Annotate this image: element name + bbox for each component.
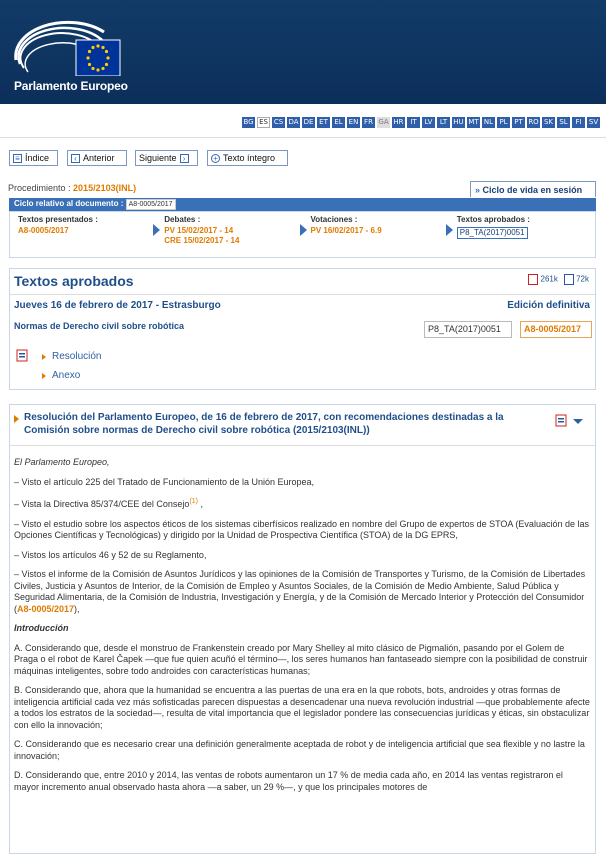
recital-a: A. Considerando que, desde el monstruo de Frankenstein creado por Mary Shelley al mito clásico de Pigmalión, pasando por el Golem de Praga o el robot de Karel Čapek —que fue quien acuñó el término—, los seres humanos han fantaseado siempre con la posibilidad de construir máquinas inteligentes, sobre todo androides con características humanas; (14, 642, 588, 676)
language-it[interactable]: IT (407, 117, 420, 128)
citation-5-end: ), (74, 603, 80, 614)
topic-title: Normas de Derecho civil sobre robótica (14, 321, 185, 331)
procedure-line (8, 183, 136, 193)
site-header (0, 0, 606, 104)
cycle-steps (9, 211, 596, 258)
step-title: Textos presentados : (18, 215, 98, 224)
language-es: ES (257, 117, 270, 128)
previous-button[interactable] (67, 150, 127, 166)
language-selector (200, 117, 600, 128)
plus-icon: + (211, 154, 220, 163)
intro: El Parlamento Europeo, (14, 457, 110, 467)
language-da[interactable]: DA (288, 118, 299, 126)
adopted-texts-panel (9, 268, 596, 390)
language-el[interactable]: EL (332, 117, 345, 128)
session-lifecycle-label: Ciclo de vida en sesión (482, 185, 583, 195)
cycle-bar (9, 198, 596, 211)
parliament-logo-icon[interactable] (14, 20, 122, 76)
report-reference[interactable]: A8-0005/2017 (520, 321, 592, 338)
language-en[interactable]: EN (348, 118, 359, 126)
language-ga: GA (378, 118, 389, 126)
document-icon[interactable] (16, 349, 30, 362)
pdf-download[interactable] (528, 274, 558, 285)
language-hr[interactable]: HR (393, 118, 404, 126)
index-button[interactable] (9, 150, 58, 166)
language-fi[interactable]: FI (572, 117, 585, 128)
procedure-label: Procedimiento : (8, 183, 71, 193)
panel-divider (10, 294, 595, 295)
full-text-button[interactable] (207, 150, 288, 166)
step-value-2[interactable]: CRE 15/02/2017 - 14 (164, 236, 240, 245)
document-icon[interactable] (555, 414, 569, 427)
next-button[interactable] (135, 150, 198, 166)
resolution-section (9, 404, 596, 854)
step-adopted (449, 212, 595, 257)
language-sl[interactable]: SL (557, 117, 570, 128)
pdf-icon (528, 274, 538, 285)
recital-c: C. Considerando que es necesario crear una definición generalmente aceptada de robot y de inteligencia artificial que sea flexible y no lastre la innovación; (14, 739, 585, 761)
language-hu[interactable]: HU (453, 118, 464, 126)
chevron-left-icon: ‹ (71, 154, 80, 163)
double-arrow-icon: » (475, 185, 481, 195)
step-title: Textos aprobados : (456, 215, 530, 224)
full-text-label: Texto íntegro (223, 153, 276, 163)
citation-3: – Visto el estudio sobre los aspectos éticos de los sistemas ciberfísicos realizado en nombre del Grupo de expertos de STOA (Evaluación de las Opciones Científicas y Tecnológicas) y dirigido por la Unidad de Prospectiva Científica (STOA) de la DG EPRS, (14, 518, 589, 540)
list-icon: ≡ (13, 154, 22, 163)
previous-label: Anterior (83, 153, 115, 163)
language-lv[interactable]: LV (422, 117, 435, 128)
recital-d: D. Considerando que, entre 2010 y 2014, las ventas de robots aumentaron un 17 % de media cada año, en 2014 las ventas registraron el mayor incremento anual observado hasta ahora —a saber, un 29 %—, y que los principales motores de (14, 770, 563, 792)
arrow-right-icon (14, 415, 19, 423)
resolution-body (14, 457, 590, 801)
procedure-value[interactable]: 2015/2103(INL) (73, 183, 137, 193)
language-cs[interactable]: CS (273, 118, 284, 126)
header-divider (0, 137, 606, 138)
recital-b: B. Considerando que, ahora que la humanidad se encuentra a las puertas de una era en la que robots, bots, androides y otras formas de inteligencia artificial cada vez más sofisticadas parecen dispuestas a desencadenar una nueva revolución industrial —que probablemente afecte a todos los estratos de la sociedad—, resulta de vital importancia que el legislador pondere las consecuencias jurídicas y éticas, sin obstaculizar con ello la innovación; (14, 685, 590, 730)
index-label: Índice (25, 153, 50, 163)
step-votes (303, 212, 449, 257)
citation-2-text: – Vista la Directiva 85/374/CEE del Consejo (14, 499, 190, 509)
citation-4: – Vistos los artículos 46 y 52 de su Reglamento, (14, 549, 207, 560)
annex-link-label: Anexo (52, 370, 81, 381)
panel-title: Textos aprobados (14, 273, 134, 289)
language-bg[interactable]: BG (243, 118, 254, 126)
step-arrow-icon (300, 224, 307, 236)
language-sv[interactable]: SV (588, 118, 599, 126)
language-ro[interactable]: RO (528, 118, 539, 126)
arrow-right-icon (42, 373, 46, 379)
next-label: Siguiente (139, 153, 177, 163)
language-de[interactable]: DE (303, 118, 314, 126)
step-debates (156, 212, 302, 257)
resolution-title (14, 411, 534, 437)
resolution-link[interactable] (42, 351, 101, 362)
step-value[interactable]: A8-0005/2017 (18, 226, 69, 235)
step-presented (10, 212, 156, 257)
language-sk[interactable]: SK (543, 118, 554, 126)
resolution-divider (10, 445, 595, 446)
ta-reference: P8_TA(2017)0051 (424, 321, 512, 338)
language-pt[interactable]: PT (512, 117, 525, 128)
brand-name[interactable]: Parlamento Europeo (14, 79, 128, 93)
word-icon (564, 274, 574, 285)
pdf-size: 261k (540, 274, 558, 284)
language-lt[interactable]: LT (437, 117, 450, 128)
arrow-right-icon (42, 354, 46, 360)
language-mt[interactable]: MT (468, 118, 479, 126)
step-title: Debates : (164, 215, 201, 224)
language-et[interactable]: ET (317, 117, 330, 128)
step-value[interactable]: PV 16/02/2017 - 6.9 (310, 226, 382, 235)
step-value[interactable]: PV 15/02/2017 - 14 (164, 226, 234, 235)
step-arrow-icon (153, 224, 160, 236)
footnote-link[interactable]: (1) (189, 498, 198, 505)
language-pl[interactable]: PL (497, 117, 510, 128)
resolution-link-label: Resolución (52, 351, 102, 362)
dropdown-arrow-icon[interactable] (573, 419, 583, 424)
chevron-right-icon: › (180, 154, 189, 163)
step-arrow-icon (446, 224, 453, 236)
citation-2 (14, 496, 590, 511)
session-date: Jueves 16 de febrero de 2017 - Estrasburgo (14, 300, 221, 311)
language-fr[interactable]: FR (362, 117, 375, 128)
report-link[interactable]: A8-0005/2017 (17, 603, 75, 614)
annex-link[interactable] (42, 370, 80, 381)
doc-download[interactable] (564, 274, 589, 285)
citation-1: – Visto el artículo 225 del Tratado de Funcionamiento de la Unión Europea, (14, 476, 315, 487)
download-links (528, 274, 589, 285)
citation-5 (14, 569, 590, 615)
section-heading: Introducción (14, 623, 69, 633)
citation-5-text: – Vistos el informe de la Comisión de Asuntos Jurídicos y las opiniones de la Comisión de Transportes y Turismo, de la Comisión de Libertades Civiles, Justicia y Asuntos de Interior, de la Comisión de Empleo y Asuntos Sociales, de la Comisión de Medio Ambiente, Salud Pública y Seguridad Alimentaria, de la Comisión de Industria, Investigación y Energía, y de la Comisión de Mercado Interior y Protección del Consumidor ( (14, 569, 586, 614)
step-value: P8_TA(2017)0051 (457, 227, 528, 239)
resolution-title-text: Resolución del Parlamento Europeo, de 16 de febrero de 2017, con recomendaciones destinadas a la Comisión sobre normas de Derecho civil sobre robótica (2015/2103(INL)) (24, 412, 504, 436)
session-lifecycle-button[interactable] (470, 181, 596, 197)
step-title: Votaciones : (310, 215, 358, 224)
cycle-doc-box: A8-0005/2017 (126, 199, 176, 210)
cycle-bar-label: Ciclo relativo al documento : (14, 199, 124, 208)
doc-size: 72k (576, 274, 589, 284)
language-nl[interactable]: NL (483, 118, 494, 126)
edition-label: Edición definitiva (507, 300, 590, 311)
citation-2-end: , (200, 499, 204, 509)
